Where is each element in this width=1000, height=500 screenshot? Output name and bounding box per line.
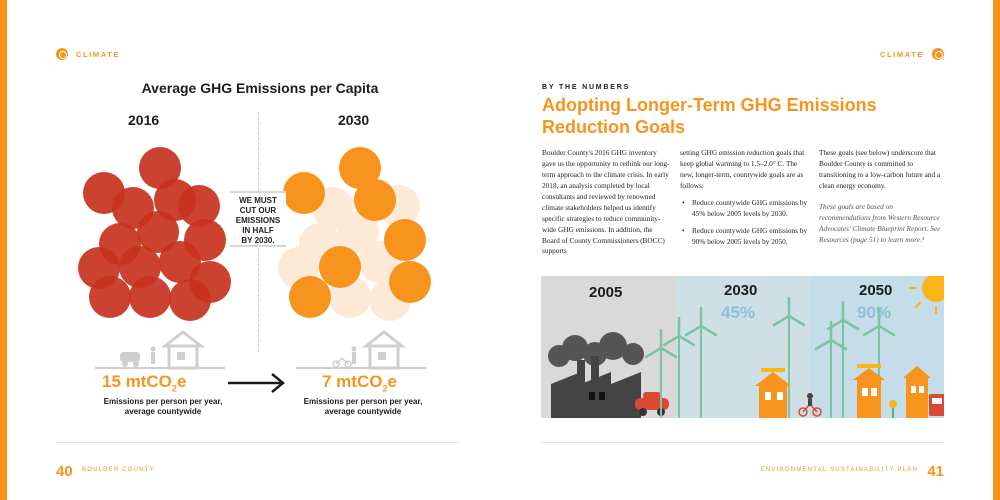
goals-list <box>680 198 808 248</box>
reduced-emission-circle-2030 <box>337 211 379 253</box>
footer-document-title: ENVIRONMENTAL SUSTAINABILITY PLAN <box>760 467 918 473</box>
section-tag-label: CLIMATE <box>76 49 120 59</box>
section-kicker: BY THE NUMBERS <box>542 84 631 91</box>
emission-circle-2030 <box>289 276 331 318</box>
page-number-left: 40 <box>56 463 73 480</box>
reduced-emission-circle-2030 <box>312 187 354 229</box>
body-column-3: These goals (see below) underscore that Boulder County is committed to transitioning to a low-carbon future and a clean energy economy. These goals are based on recommendations from Western Resource Advocates' Climate Blueprint Report. See Resources (page 51) to learn more.³ <box>819 148 941 244</box>
timeline-year-2030: 2030 <box>724 282 758 299</box>
metric-2016: 15 mtCO$_2$e <box>102 372 187 394</box>
emission-circle-2016 <box>189 261 231 303</box>
section-tag-label: CLIMATE <box>880 49 924 59</box>
metric-2030: 7 mtCO$_2$e <box>322 372 397 394</box>
emission-circle-2030 <box>384 219 426 261</box>
emission-circle-2030 <box>354 179 396 221</box>
emission-circle-2016 <box>112 187 154 229</box>
reduced-emission-circle-2030 <box>359 241 401 283</box>
reduced-emission-circle-2030 <box>329 276 371 318</box>
climate-icon <box>932 48 944 60</box>
half-emissions-callout: WE MUST CUT OUR EMISSIONS IN HALF BY 2030. <box>230 191 286 247</box>
page-number-right: 41 <box>927 463 944 480</box>
section-tag-left <box>56 48 120 60</box>
list-item: • Reduce countywide GHG emissions by 90% below 2005 levels by 2050. <box>680 226 808 248</box>
emissions-timeline-illustration <box>541 276 944 418</box>
emission-circle-2016 <box>154 179 196 221</box>
emission-circle-2016 <box>119 246 161 288</box>
timeline-year-2050: 2050 <box>859 282 893 299</box>
arrow-right-icon <box>228 372 288 394</box>
climate-icon <box>56 48 68 60</box>
emission-circle-2030 <box>319 246 361 288</box>
section-tag-right <box>880 48 944 60</box>
reduced-emission-circle-2030 <box>369 279 411 321</box>
emission-circle-2030 <box>389 261 431 303</box>
body-column-2: setting GHG emission reduction goals that keep global warming to 1.5–2.0° C. The new, longer-term, countywide goals are as follows: • Reduce countywide GHG emissions by 45% below 2005 levels by 2030. • Reduce countywide GHG emissions by 90% below 2005 levels by 2050. <box>680 148 808 254</box>
emission-circle-2016 <box>89 276 131 318</box>
body-column-1: Boulder County's 2016 GHG inventory gave us the opportunity to rethink our long-term approach to the climate crisis. In early 2018, an analysis completed by local consultants and reviewed by renowned climate stakeholders helped us identify specific strategies to reduce community-wide GHG emissions. In addition, the Board of County Commissioners (BOCC) supports <box>542 148 670 256</box>
emission-circle-2016 <box>99 223 141 265</box>
reduced-emission-circle-2030 <box>278 247 320 289</box>
emission-circle-2016 <box>78 247 120 289</box>
left-edge-bar <box>0 0 7 500</box>
metric-note-2030: Emissions per person per year, average countywide <box>303 397 423 417</box>
reduced-emission-circle-2030 <box>299 223 341 265</box>
page-headline: Adopting Longer-Term GHG Emissions Reduction Goals <box>542 95 877 137</box>
emission-circle-2030 <box>283 172 325 214</box>
house-scene-2016-icon <box>95 328 225 372</box>
year-label-2016: 2016 <box>128 112 160 128</box>
footer-rule-left <box>56 442 460 443</box>
emission-circle-2016 <box>139 147 181 189</box>
metric-note-2016: Emissions per person per year, average countywide <box>103 397 223 417</box>
emission-circle-2016 <box>184 219 226 261</box>
timeline-pct-2030: 45% <box>721 303 756 322</box>
emission-circle-2016 <box>169 279 211 321</box>
timeline-pct-2050: 90% <box>857 303 892 322</box>
reduced-emission-circle-2030 <box>378 185 420 227</box>
emission-circle-2016 <box>159 241 201 283</box>
emission-circle-2016 <box>137 211 179 253</box>
right-edge-bar <box>993 0 1000 500</box>
house-scene-2030-icon <box>296 328 426 372</box>
emission-circle-2016 <box>129 276 171 318</box>
emission-circle-2016 <box>83 172 125 214</box>
timeline-year-2005: 2005 <box>589 284 623 301</box>
infographic-title: Average GHG Emissions per Capita <box>141 80 379 96</box>
list-item: • Reduce countywide GHG emissions by 45% below 2005 levels by 2030. <box>680 198 808 220</box>
emission-circle-2030 <box>339 147 381 189</box>
footer-publisher: BOULDER COUNTY <box>82 467 155 473</box>
emission-circle-2016 <box>178 185 220 227</box>
footer-rule-right <box>540 442 944 443</box>
year-label-2030: 2030 <box>338 112 370 128</box>
